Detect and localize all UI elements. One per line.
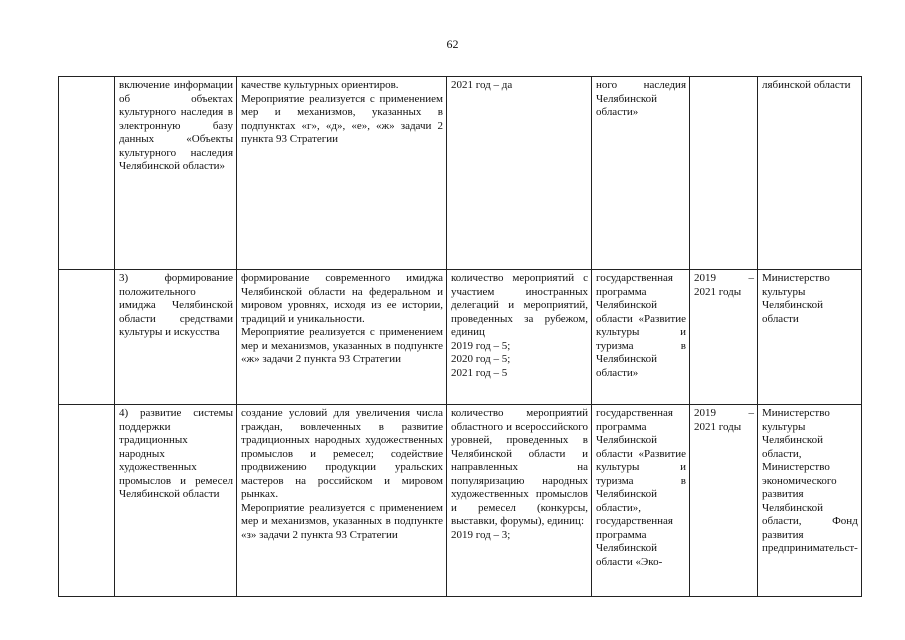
cell-program: [592, 77, 690, 270]
direction-text: 3) формирование положительного имиджа Челябинской области средствами культуры и искусства: [119, 272, 233, 338]
period-end: 2021 годы: [694, 420, 742, 433]
cell-direction: [115, 77, 237, 270]
period-start: [694, 407, 754, 421]
cell-content: [237, 405, 447, 597]
content-paragraph: Мероприятие реализуется с применением мер и механизмов, указанных в подпункте «ж» задачи 2 пункта 93 Стратегии: [241, 326, 443, 365]
cell-number: [59, 270, 115, 405]
program-text: ного наследия Челябинской области»: [596, 79, 686, 118]
indicator-value: 2021 год – 5: [451, 366, 508, 379]
period-start: [694, 272, 754, 286]
cell-number: [59, 77, 115, 270]
direction-text: включение информации об объектах культурного наследия в электронную базу данных «Объекты культурного наследия Челябинской области»: [119, 79, 233, 172]
indicator-value: 2019 год – 5;: [451, 339, 511, 352]
cell-program: [592, 405, 690, 597]
document-table: [58, 76, 862, 597]
cell-content: [237, 77, 447, 270]
cell-indicator: [447, 405, 592, 597]
period-end: 2021 годы: [694, 285, 742, 298]
period-dash: –: [748, 272, 754, 284]
cell-period: [690, 77, 758, 270]
program-text: государственная программа Челябинской области «Развитие культуры и туризма в Челябинской области»: [596, 272, 686, 379]
cell-direction: [115, 270, 237, 405]
responsible-text: Министерство культуры Челябинской области, Министерство экономического развития Челябинской области, Фонд развития предпринимательст-: [762, 407, 858, 554]
cell-content: [237, 270, 447, 405]
responsible-text: Министерство культуры Челябинской области: [762, 272, 830, 325]
content-paragraph: создание условий для увеличения числа граждан, вовлеченных в развитие традиционных народных художественных промыслов и ремесел; содействие продвижению продукции уральских мастеров на российском и мировом рынках.: [241, 407, 443, 500]
content-paragraph: Мероприятие реализуется с применением мер и механизмов, указанных в подпункте «з» задачи 2 пункта 93 Стратегии: [241, 501, 443, 541]
cell-responsible: [758, 405, 862, 597]
table-row: [59, 270, 862, 405]
cell-number: [59, 405, 115, 597]
period-start-year: 2019: [694, 407, 716, 419]
table-row: [59, 77, 862, 270]
cell-direction: [115, 405, 237, 597]
period-start-year: 2019: [694, 272, 716, 284]
indicator-text: 2021 год – да: [451, 79, 513, 91]
indicator-value: 2020 год – 5;: [451, 353, 511, 365]
content-paragraph: Мероприятие реализуется с применением мер и механизмов, указанных в подпунктах «г», «д», «е», «ж» задачи 2 пункта 93 Стратегии: [241, 92, 443, 145]
indicator-value: 2019 год – 3;: [451, 528, 511, 541]
cell-period: [690, 270, 758, 405]
indicator-text: количество мероприятий областного и всероссийского уровней, проведенных в Челябинской области и направленных на популяризацию народных художественных промыслов и ремесел (конкурсы, выставки, форумы), единиц:: [451, 407, 588, 527]
cell-indicator: [447, 77, 592, 270]
table-row: [59, 405, 862, 597]
cell-responsible: [758, 270, 862, 405]
period-dash: –: [748, 407, 754, 419]
content-paragraph: формирование современного имиджа Челябинской области на федеральном и мировом уровнях, исходя из ее истории, традиций и уникальности.: [241, 272, 443, 325]
cell-program: [592, 270, 690, 405]
cell-period: [690, 405, 758, 597]
content-paragraph: качестве культурных ориентиров.: [241, 79, 399, 91]
program-text: государственная программа Челябинской области «Развитие культуры и туризма в Челябинской области», государственная программа Челябинской области «Эко-: [596, 407, 686, 568]
direction-text: 4) развитие системы поддержки традиционных народных художественных промыслов и ремесел Челябинской области: [119, 407, 233, 500]
cell-indicator: [447, 270, 592, 405]
indicator-text: количество мероприятий с участием иностранных делегаций и мероприятий, проведенных за рубежом, единиц: [451, 272, 588, 338]
cell-responsible: [758, 77, 862, 270]
page-number: 62: [446, 37, 459, 51]
responsible-text: лябинской области: [762, 79, 851, 91]
